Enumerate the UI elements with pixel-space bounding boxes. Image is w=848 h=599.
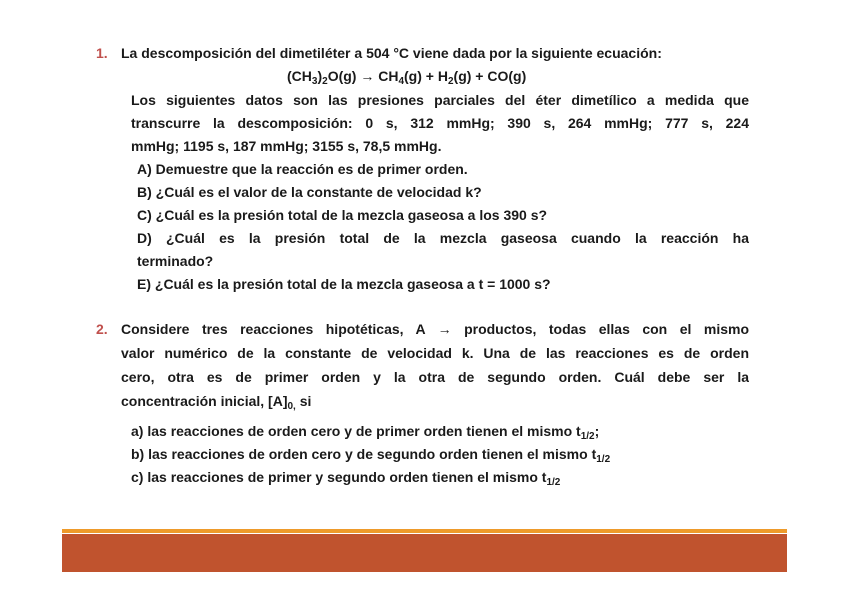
q1-data-line-3: mmHg; 1195 s, 187 mmHg; 3155 s, 78,5 mmHg.: [131, 138, 442, 154]
q2-number: 2.: [96, 321, 108, 337]
equation-sub: 2: [447, 76, 454, 87]
q2-line-4: [121, 393, 312, 412]
q2-part-b: [131, 446, 611, 465]
q2-line-4-text: concentración inicial, [A]: [121, 393, 288, 409]
equation-part: (g) + H: [404, 68, 448, 84]
q2-part-a-sub: 1/2: [580, 431, 595, 442]
q2-part-a-text: a) las reacciones de orden cero y de primer orden tienen el mismo t: [131, 423, 581, 439]
q1-number: 1.: [96, 45, 108, 61]
equation-part: O(g) → CH: [327, 68, 399, 84]
equation-part: ): [317, 68, 323, 84]
q2-line-4-sub: 0,: [287, 401, 296, 412]
equation-part: (g) + CO(g): [453, 68, 527, 84]
equation-sub: 3: [311, 76, 318, 87]
q1-part-d-line-1: D) ¿Cuál es la presión total de la mezcla gaseosa cuando la reacción ha: [137, 230, 749, 246]
q2-part-b-sub: 1/2: [596, 454, 611, 465]
q1-part-c: C) ¿Cuál es la presión total de la mezcla gaseosa a los 390 s?: [137, 207, 548, 223]
q2-part-a-end: ;: [594, 423, 600, 439]
q1-data-line-2: transcurre la descomposición: 0 s, 312 mmHg; 390 s, 264 mmHg; 777 s, 224: [131, 115, 749, 131]
q2-line-3: cero, otra es de primer orden y la otra de segundo orden. Cuál debe ser la: [121, 369, 749, 385]
equation-sub: 4: [398, 76, 405, 87]
q1-equation: [287, 68, 527, 87]
q2-part-a: [131, 423, 600, 442]
q1-part-d-line-2: terminado?: [137, 253, 214, 269]
q1-part-b: B) ¿Cuál es el valor de la constante de velocidad k?: [137, 184, 482, 200]
q1-data-line-1: Los siguientes datos son las presiones parciales del éter dimetílico a medida que: [131, 92, 749, 108]
q1-part-e: E) ¿Cuál es la presión total de la mezcla gaseosa a t = 1000 s?: [137, 276, 551, 292]
q2-part-c-sub: 1/2: [546, 477, 561, 488]
q1-title: La descomposición del dimetiléter a 504 °C viene dada por la siguiente ecuación:: [121, 45, 662, 61]
q1-part-a: A) Demuestre que la reacción es de primer orden.: [137, 161, 468, 177]
q2-part-c-text: c) las reacciones de primer y segundo orden tienen el mismo t: [131, 469, 547, 485]
q2-line-1: Considere tres reacciones hipotéticas, A → productos, todas ellas con el mismo: [121, 321, 749, 337]
footer-bar: [62, 534, 787, 572]
q2-line-2: valor numérico de la constante de velocidad k. Una de las reacciones es de orden: [121, 345, 749, 361]
q2-part-b-text: b) las reacciones de orden cero y de segundo orden tienen el mismo t: [131, 446, 597, 462]
equation-part: (CH: [287, 68, 312, 84]
q2-part-c: [131, 469, 561, 488]
q2-line-4-end: si: [295, 393, 312, 409]
equation-sub: 2: [322, 76, 328, 87]
footer-accent-line: [62, 529, 787, 533]
